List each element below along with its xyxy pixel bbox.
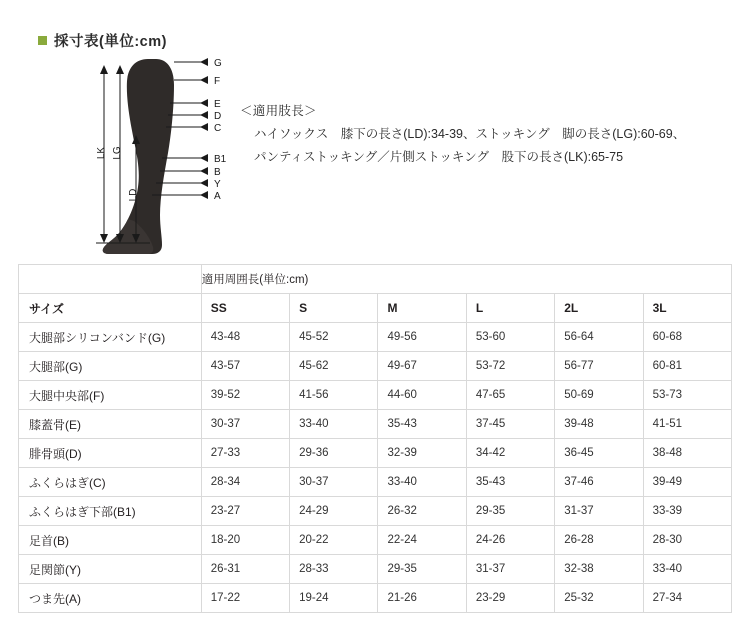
row-label: 大腿中央部(F) — [19, 381, 202, 410]
row-value: 45-62 — [290, 352, 378, 381]
row-value: 33-40 — [378, 468, 466, 497]
row-label: 腓骨頭(D) — [19, 439, 202, 468]
header-col-ss: SS — [201, 294, 289, 323]
row-value: 24-29 — [290, 497, 378, 526]
diagram-label-B: B — [214, 167, 221, 178]
note-line-2: パンティストッキング／片側ストッキング 股下の長さ(LK):65-75 — [254, 150, 624, 165]
row-value: 47-65 — [466, 381, 554, 410]
table-row — [19, 584, 732, 613]
row-value: 33-40 — [290, 410, 378, 439]
row-value: 53-60 — [466, 323, 554, 352]
diagram-label-D: D — [214, 111, 222, 122]
size-chart-table — [18, 264, 732, 613]
row-value: 36-45 — [555, 439, 643, 468]
row-value: 30-37 — [290, 468, 378, 497]
table-row — [19, 555, 732, 584]
row-value: 21-26 — [378, 584, 466, 613]
row-value: 22-24 — [378, 526, 466, 555]
diagram-label-A: A — [214, 191, 221, 202]
header-col-m: M — [378, 294, 466, 323]
row-value: 17-22 — [201, 584, 289, 613]
row-value: 43-48 — [201, 323, 289, 352]
row-value: 28-34 — [201, 468, 289, 497]
row-value: 53-72 — [466, 352, 554, 381]
diagram-label-G: G — [214, 58, 222, 69]
row-value: 39-48 — [555, 410, 643, 439]
diagram-label-LK: LK — [96, 146, 107, 160]
row-value: 44-60 — [378, 381, 466, 410]
row-label: 大腿部シリコンバンド(G) — [19, 323, 202, 352]
row-value: 19-24 — [290, 584, 378, 613]
row-value: 26-31 — [201, 555, 289, 584]
row-value: 32-38 — [555, 555, 643, 584]
row-value: 27-34 — [643, 584, 731, 613]
diagram-label-F: F — [214, 76, 221, 87]
row-value: 60-68 — [643, 323, 731, 352]
diagram-label-LD: LD — [128, 188, 139, 202]
row-value: 41-51 — [643, 410, 731, 439]
row-label: 足関節(Y) — [19, 555, 202, 584]
row-value: 49-67 — [378, 352, 466, 381]
row-value: 23-29 — [466, 584, 554, 613]
row-value: 18-20 — [201, 526, 289, 555]
row-value: 33-39 — [643, 497, 731, 526]
row-value: 35-43 — [378, 410, 466, 439]
row-value: 31-37 — [466, 555, 554, 584]
note-title: ＜適用肢長＞ — [240, 104, 317, 118]
applicable-limb-length-note — [240, 100, 720, 169]
row-value: 28-30 — [643, 526, 731, 555]
page-title-label: 採寸表(単位:cm) — [54, 34, 167, 50]
diagram-label-C: C — [214, 123, 222, 134]
row-value: 56-77 — [555, 352, 643, 381]
row-value: 26-28 — [555, 526, 643, 555]
note-line-1: ハイソックス 膝下の長さ(LD):34-39、ストッキング 脚の長さ(LG):60-69、 — [254, 127, 686, 142]
row-value: 45-52 — [290, 323, 378, 352]
table-row — [19, 352, 732, 381]
row-value: 29-36 — [290, 439, 378, 468]
table-row — [19, 410, 732, 439]
row-label: ふくらはぎ下部(B1) — [19, 497, 202, 526]
row-value: 27-33 — [201, 439, 289, 468]
row-value: 37-45 — [466, 410, 554, 439]
row-value: 23-27 — [201, 497, 289, 526]
table-header-row — [19, 294, 732, 323]
table-unit-row — [19, 265, 732, 294]
row-label: つま先(A) — [19, 584, 202, 613]
table-row — [19, 526, 732, 555]
row-label: 大腿部(G) — [19, 352, 202, 381]
row-value: 24-26 — [466, 526, 554, 555]
row-value: 30-37 — [201, 410, 289, 439]
page-title — [38, 30, 167, 51]
table-row — [19, 468, 732, 497]
header-col-s: S — [290, 294, 378, 323]
row-value: 26-32 — [378, 497, 466, 526]
header-col-3l: 3L — [643, 294, 731, 323]
table-row — [19, 381, 732, 410]
row-value: 29-35 — [466, 497, 554, 526]
row-value: 41-56 — [290, 381, 378, 410]
unit-row-label: 適用周囲長(単位:cm) — [201, 265, 731, 294]
row-label: 膝蓋骨(E) — [19, 410, 202, 439]
row-value: 53-73 — [643, 381, 731, 410]
diagram-label-E: E — [214, 99, 221, 110]
row-value: 28-33 — [290, 555, 378, 584]
row-value: 31-37 — [555, 497, 643, 526]
row-value: 49-56 — [378, 323, 466, 352]
row-value: 39-52 — [201, 381, 289, 410]
diagram-label-B1: B1 — [214, 154, 227, 165]
table-row — [19, 323, 732, 352]
row-label: 足首(B) — [19, 526, 202, 555]
row-value: 20-22 — [290, 526, 378, 555]
diagram-label-Y: Y — [214, 179, 221, 190]
row-value: 33-40 — [643, 555, 731, 584]
square-bullet-icon — [38, 36, 47, 45]
row-value: 38-48 — [643, 439, 731, 468]
row-value: 60-81 — [643, 352, 731, 381]
header-col-l: L — [466, 294, 554, 323]
row-value: 39-49 — [643, 468, 731, 497]
table-row — [19, 497, 732, 526]
row-value: 50-69 — [555, 381, 643, 410]
row-value: 56-64 — [555, 323, 643, 352]
unit-row-empty-cell — [19, 265, 202, 294]
row-label: ふくらはぎ(C) — [19, 468, 202, 497]
header-size-label: サイズ — [19, 294, 202, 323]
row-value: 32-39 — [378, 439, 466, 468]
row-value: 29-35 — [378, 555, 466, 584]
row-value: 34-42 — [466, 439, 554, 468]
row-value: 25-32 — [555, 584, 643, 613]
row-value: 37-46 — [555, 468, 643, 497]
header-col-2l: 2L — [555, 294, 643, 323]
row-value: 43-57 — [201, 352, 289, 381]
diagram-label-LG: LG — [112, 146, 123, 160]
table-row — [19, 439, 732, 468]
row-value: 35-43 — [466, 468, 554, 497]
